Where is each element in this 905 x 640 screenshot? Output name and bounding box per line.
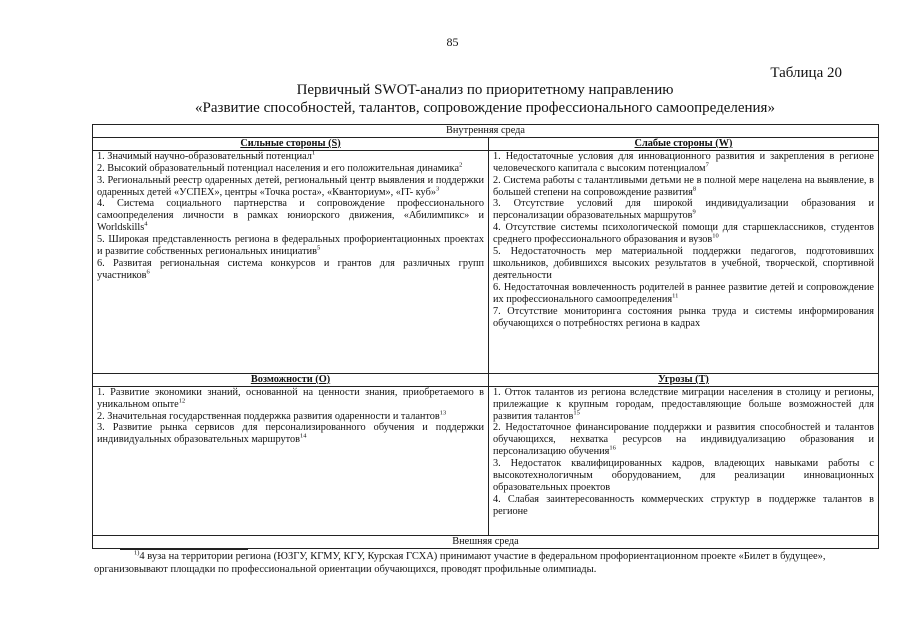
- internal-environment-header: Внутренняя среда: [93, 125, 879, 138]
- weakness-item: 4. Отсутствие системы психологической помощи для старшеклассников, студентов среднего профессионального образования и вузов$^{10}$: [493, 222, 874, 246]
- weakness-item: 7. Отсутствие мониторинга состояния рынка труда и системы информирования обучающихся о потребностях региона в кадрах: [493, 305, 874, 329]
- strength-item: 2. Высокий образовательный потенциал населения и его положительная динамика$^2$: [97, 161, 463, 174]
- table-number: Таблица 20: [770, 65, 842, 81]
- weakness-item: 3. Отсутствие условий для широкой индивидуализации образования и персонализации образовательных маршрутов$^9$: [493, 198, 874, 222]
- title-line-1: Первичный SWOT-анализ по приоритетному направлению: [296, 82, 674, 98]
- swot-table: [92, 124, 879, 549]
- footnote-text: 4 вуза на территории региона (ЮЗГУ, КГМУ, КГУ, Курская ГСХА) принимают участие в федеральном профориентационном проекте «Билет в будущее», организовывают площадки по профессиональной ориентации обучающихся, проводят профильные олимпиады.: [94, 551, 826, 575]
- threats-heading: Угрозы (T): [489, 373, 879, 386]
- threats-cell: [489, 386, 879, 535]
- threat-item: 1. Отток талантов из региона вследствие миграции населения в столицу и регионы, прилежащие к крупным городам, предоставляющие больше возможностей для развития талантов$^{15}$: [493, 386, 874, 422]
- opportunity-item: 3. Развитие рынка сервисов для персонализированного обучения и поддержки индивидуальных образовательных маршрутов$^{14}$: [97, 422, 484, 446]
- threat-item: 4. Слабая заинтересованность коммерческих структур в поддержке талантов в регионе: [493, 493, 874, 517]
- table-title: [95, 81, 875, 117]
- weaknesses-heading: Слабые стороны (W): [489, 137, 879, 150]
- title-line-2: «Развитие способностей, талантов, сопровождение профессионального самоопределения»: [195, 100, 775, 116]
- strength-item: 4. Система социального партнерства и сопровождение профессионального самоопределения личности в рамках юниорского движения, «Абилимпикс» и Worldskills$^4$: [97, 198, 484, 234]
- footnote-marker: 1): [134, 549, 140, 557]
- weakness-item: 5. Недостаточность мер материальной поддержки педагогов, подготовивших школьников, добившихся высоких результатов в учебной, творческой, спортивной деятельности: [493, 246, 874, 281]
- footnote: [94, 550, 878, 576]
- strengths-heading: Сильные стороны (S): [93, 137, 489, 150]
- weakness-item: 6. Недостаточная вовлеченность родителей в раннее развитие детей и сопровождение их профессионального самоопределения$^{11}$: [493, 281, 874, 305]
- weakness-item: 2. Система работы с талантливыми детьми не в полной мере нацелена на выявление, в большей степени на сопровождение развития$^8$: [493, 174, 874, 198]
- external-environment-header: Внешняя среда: [93, 535, 879, 548]
- strength-item: 6. Развитая региональная система конкурсов и грантов для различных групп участников$^6$: [97, 257, 484, 281]
- opportunities-heading: Возможности (O): [93, 373, 489, 386]
- page-number: 85: [446, 35, 459, 49]
- strength-item: 3. Региональный реестр одаренных детей, региональный центр выявления и поддержки одаренных детей «УСПЕХ», центры «Точка роста», «Кванториум», «IT- куб»$^3$: [97, 174, 484, 198]
- strengths-cell: [93, 150, 489, 373]
- strength-item: 5. Широкая представленность региона в федеральных профориентационных проектах и развитие собственных региональных инициатив$^5$: [97, 234, 484, 258]
- threat-item: 3. Недостаток квалифицированных кадров, владеющих навыками работы с высокотехнологичным оборудованием, для реализации инновационных образовательных проектов: [493, 458, 874, 493]
- threat-item: 2. Недостаточное финансирование поддержки и развития способностей и талантов обучающихся, нехватка ресурсов на индивидуализацию образования и персонализацию обучения$^{16}$: [493, 422, 874, 458]
- weaknesses-cell: [489, 150, 879, 373]
- weakness-item: 1. Недостаточные условия для инновационного развития и закрепления в регионе человеческого капитала с высоким потенциалом$^7$: [493, 150, 874, 174]
- opportunity-item: 1. Развитие экономики знаний, основанной на ценности знания, приобретаемого в уникальном опыте$^{12}$: [97, 386, 484, 410]
- opportunities-cell: [93, 386, 489, 535]
- strength-item: 1. Значимый научно-образовательный потенциал$^1$: [97, 149, 316, 162]
- opportunity-item: 2. Значительная государственная поддержка развития одаренности и талантов$^{13}$: [97, 409, 447, 422]
